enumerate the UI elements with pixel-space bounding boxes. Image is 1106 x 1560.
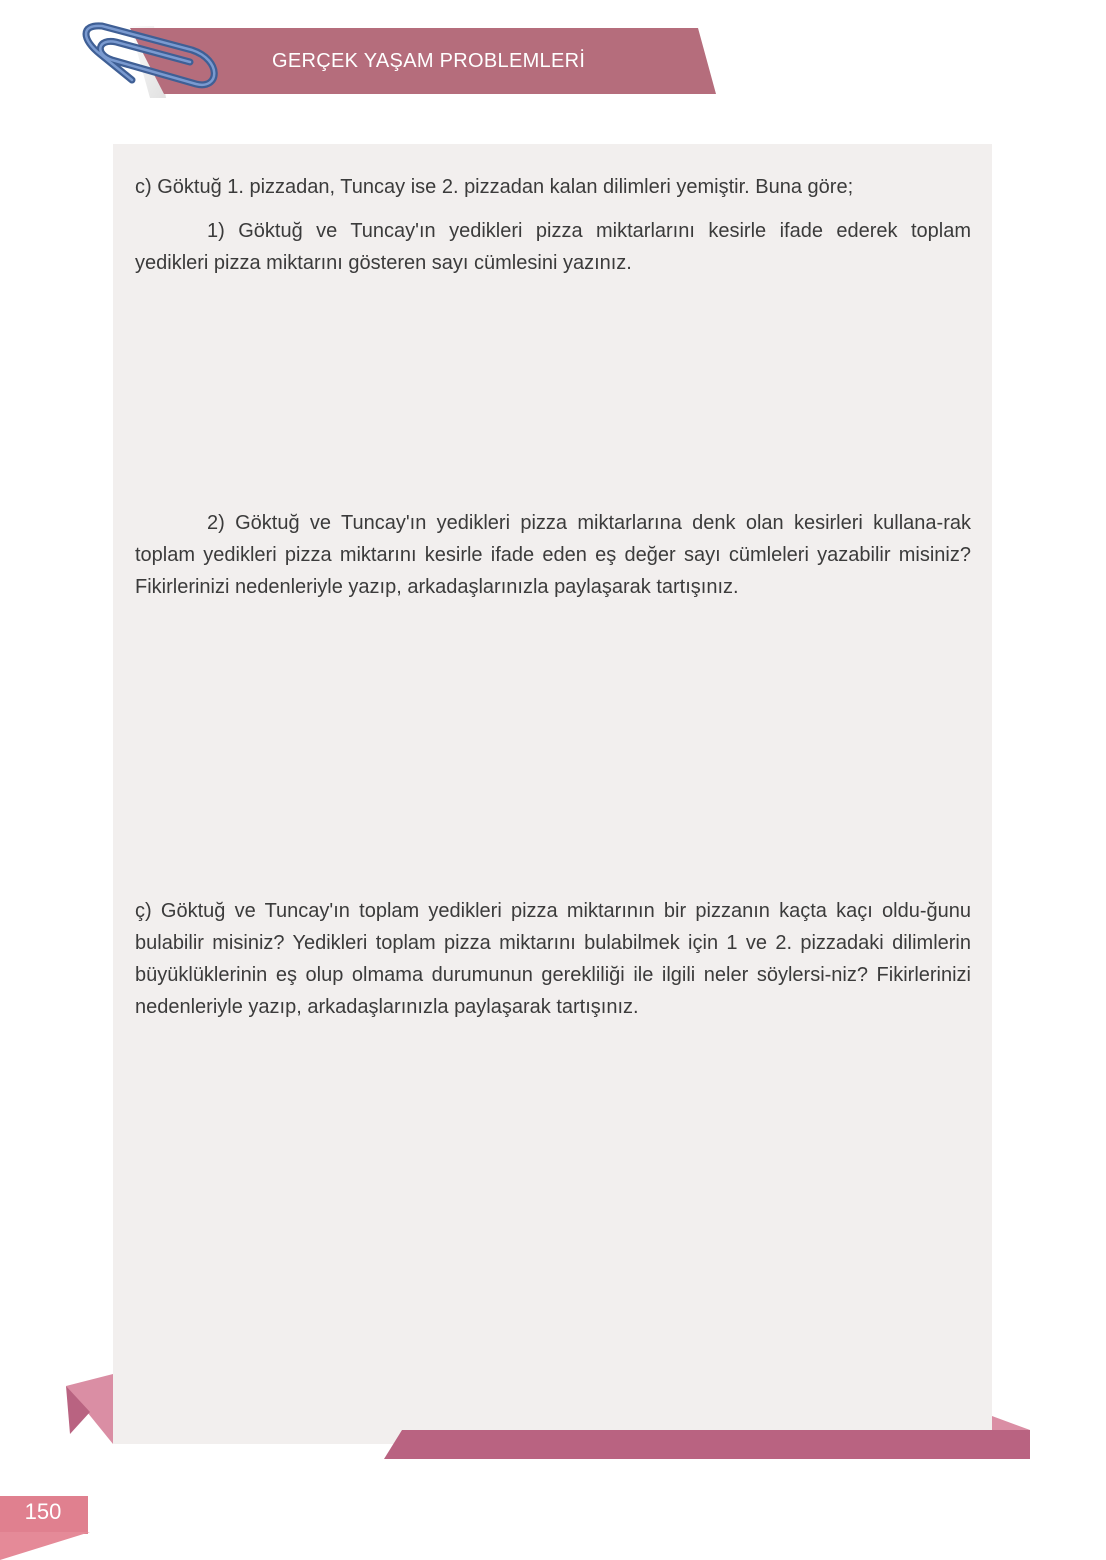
content-panel — [113, 144, 992, 1444]
left-ribbon-decoration — [64, 1372, 116, 1446]
question-c-intro: c) Göktuğ 1. pizzadan, Tuncay ise 2. pizzadan kalan dilimleri yemiştir. Buna göre; — [135, 176, 854, 198]
header-title: GERÇEK YAŞAM PROBLEMLERİ — [272, 50, 586, 72]
page-number-tail — [0, 1532, 90, 1560]
question-c-2: 2) Göktuğ ve Tuncay'ın yedikleri pizza miktarlarına denk olan kesirleri kullana-rak toplam yedikleri pizza miktarını kesirle ifade eden eş değer sayı cümleleri yazabilir misiniz? Fikirlerinizi nedenleriyle yazıp, arkadaşlarınızla paylaşarak tartışınız. — [135, 512, 971, 598]
paperclip-icon — [72, 20, 232, 100]
question-c-1: 1) Göktuğ ve Tuncay'ın yedikleri pizza miktarlarını kesirle ifade ederek toplam yedikleri pizza miktarını gösteren sayı cümlesini yazınız. — [135, 220, 971, 274]
bottom-ribbon-decoration — [382, 1414, 1034, 1462]
question-cc: ç) Göktuğ ve Tuncay'ın toplam yedikleri pizza miktarının bir pizzanın kaçta kaçı oldu-ğunu bulabilir misiniz? Yedikleri toplam pizza miktarını bulabilmek için 1 ve 2. pizzadaki dilimlerin büyüklüklerinin eş olup olmama durumunun gerekliliği ile ilgili neler söylersi-niz? Fikirlerinizi nedenleriyle yazıp, arkadaşlarınızla paylaşarak tartışınız. — [135, 900, 971, 1018]
page-number: 150 — [24, 1499, 62, 1524]
